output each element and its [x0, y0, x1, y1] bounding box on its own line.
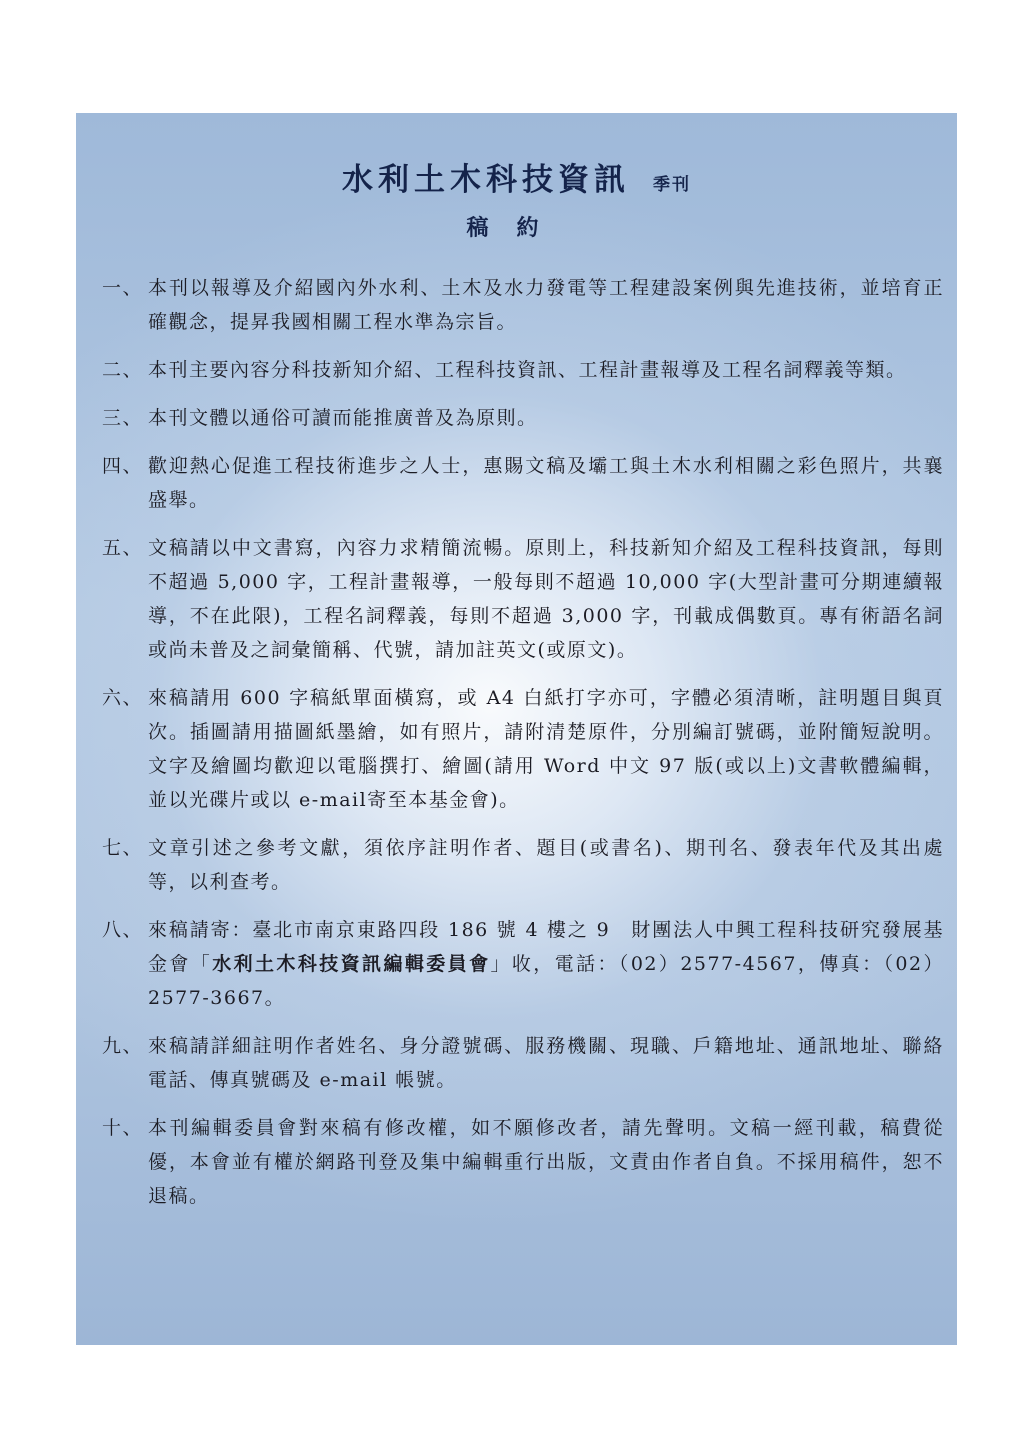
item-text: 來稿請詳細註明作者姓名、身分證號碼、服務機關、現職、戶籍地址、通訊地址、聯絡電話、傳真號碼及 e-mail 帳號。 [148, 1035, 944, 1091]
item-text: 文章引述之參考文獻，須依序註明作者、題目(或書名)、期刊名、發表年代及其出處等，以利查考。 [148, 837, 944, 893]
item-number: 十、 [102, 1117, 144, 1139]
list-item [102, 531, 944, 667]
page-title: 水利土木科技資訊 [341, 162, 630, 198]
list-item [102, 449, 944, 517]
item-number: 六、 [102, 687, 144, 709]
item-text: 本刊編輯委員會對來稿有修改權，如不願修改者，請先聲明。文稿一經刊載，稿費從優，本會並有權於網路刊登及集中編輯重行出版，文責由作者自負。不採用稿件，恕不退稿。 [148, 1117, 944, 1207]
title-row [76, 154, 957, 199]
notice-panel [76, 113, 957, 1345]
item-text: 來稿請用 600 字稿紙單面橫寫，或 A4 白紙打字亦可，字體必須清晰，註明題目與頁次。插圖請用描圖紙墨繪，如有照片，請附清楚原件，分別編訂號碼，並附簡短說明。文字及繪圖均歡迎以電腦撰打、繪圖(請用 Word 中文 97 版(或以上)文書軟體編輯，並以光碟片或以 e-mail寄至本基金會)。 [148, 687, 944, 811]
item-text [148, 913, 944, 1015]
item-text: 文稿請以中文書寫，內容力求精簡流暢。原則上，科技新知介紹及工程科技資訊，每則不超過 5,000 字，工程計畫報導，一般每則不超過 10,000 字(大型計畫可分期連續報導，不在此限)，工程名詞釋義，每則不超過 3,000 字，刊載成偶數頁。專有術語名詞或尚未普及之詞彙簡稱、代號，請加註英文(或原文)。 [148, 537, 944, 661]
list-item [102, 913, 944, 1015]
item-text-after: 」收，電話：（02）2577-4567，傳真：（02）2577-3667。 [148, 953, 944, 1009]
item-text-before: 來稿請寄：臺北市南京東路四段 186 號 4 樓之 9 財團法人中興工程科技研究發展基金會「 [148, 919, 944, 975]
guidelines-list [102, 271, 944, 1227]
item-text: 本刊主要內容分科技新知介紹、工程科技資訊、工程計畫報導及工程名詞釋義等類。 [148, 359, 907, 381]
editorial-committee-name: 水利土木科技資訊編輯委員會 [212, 953, 491, 975]
item-number: 二、 [102, 359, 144, 381]
item-text: 歡迎熱心促進工程技術進步之人士，惠賜文稿及壩工與土木水利相關之彩色照片，共襄盛舉。 [148, 455, 944, 511]
list-item [102, 1111, 944, 1213]
list-item [102, 831, 944, 899]
item-number: 五、 [102, 537, 144, 559]
item-number: 九、 [102, 1035, 144, 1057]
page-subtitle: 季刊 [653, 175, 692, 195]
item-number: 四、 [102, 455, 144, 477]
section-heading: 稿約 [466, 216, 567, 241]
list-item [102, 401, 944, 435]
list-item [102, 353, 944, 387]
list-item [102, 271, 944, 339]
list-item [102, 1029, 944, 1097]
item-number: 三、 [102, 407, 144, 429]
item-text: 本刊文體以通俗可讀而能推廣普及為原則。 [148, 407, 538, 429]
item-number: 七、 [102, 837, 144, 859]
item-text: 本刊以報導及介紹國內外水利、土木及水力發電等工程建設案例與先進技術，並培育正確觀念，提昇我國相關工程水準為宗旨。 [148, 277, 944, 333]
item-number: 八、 [102, 919, 144, 941]
list-item [102, 681, 944, 817]
item-number: 一、 [102, 277, 144, 299]
